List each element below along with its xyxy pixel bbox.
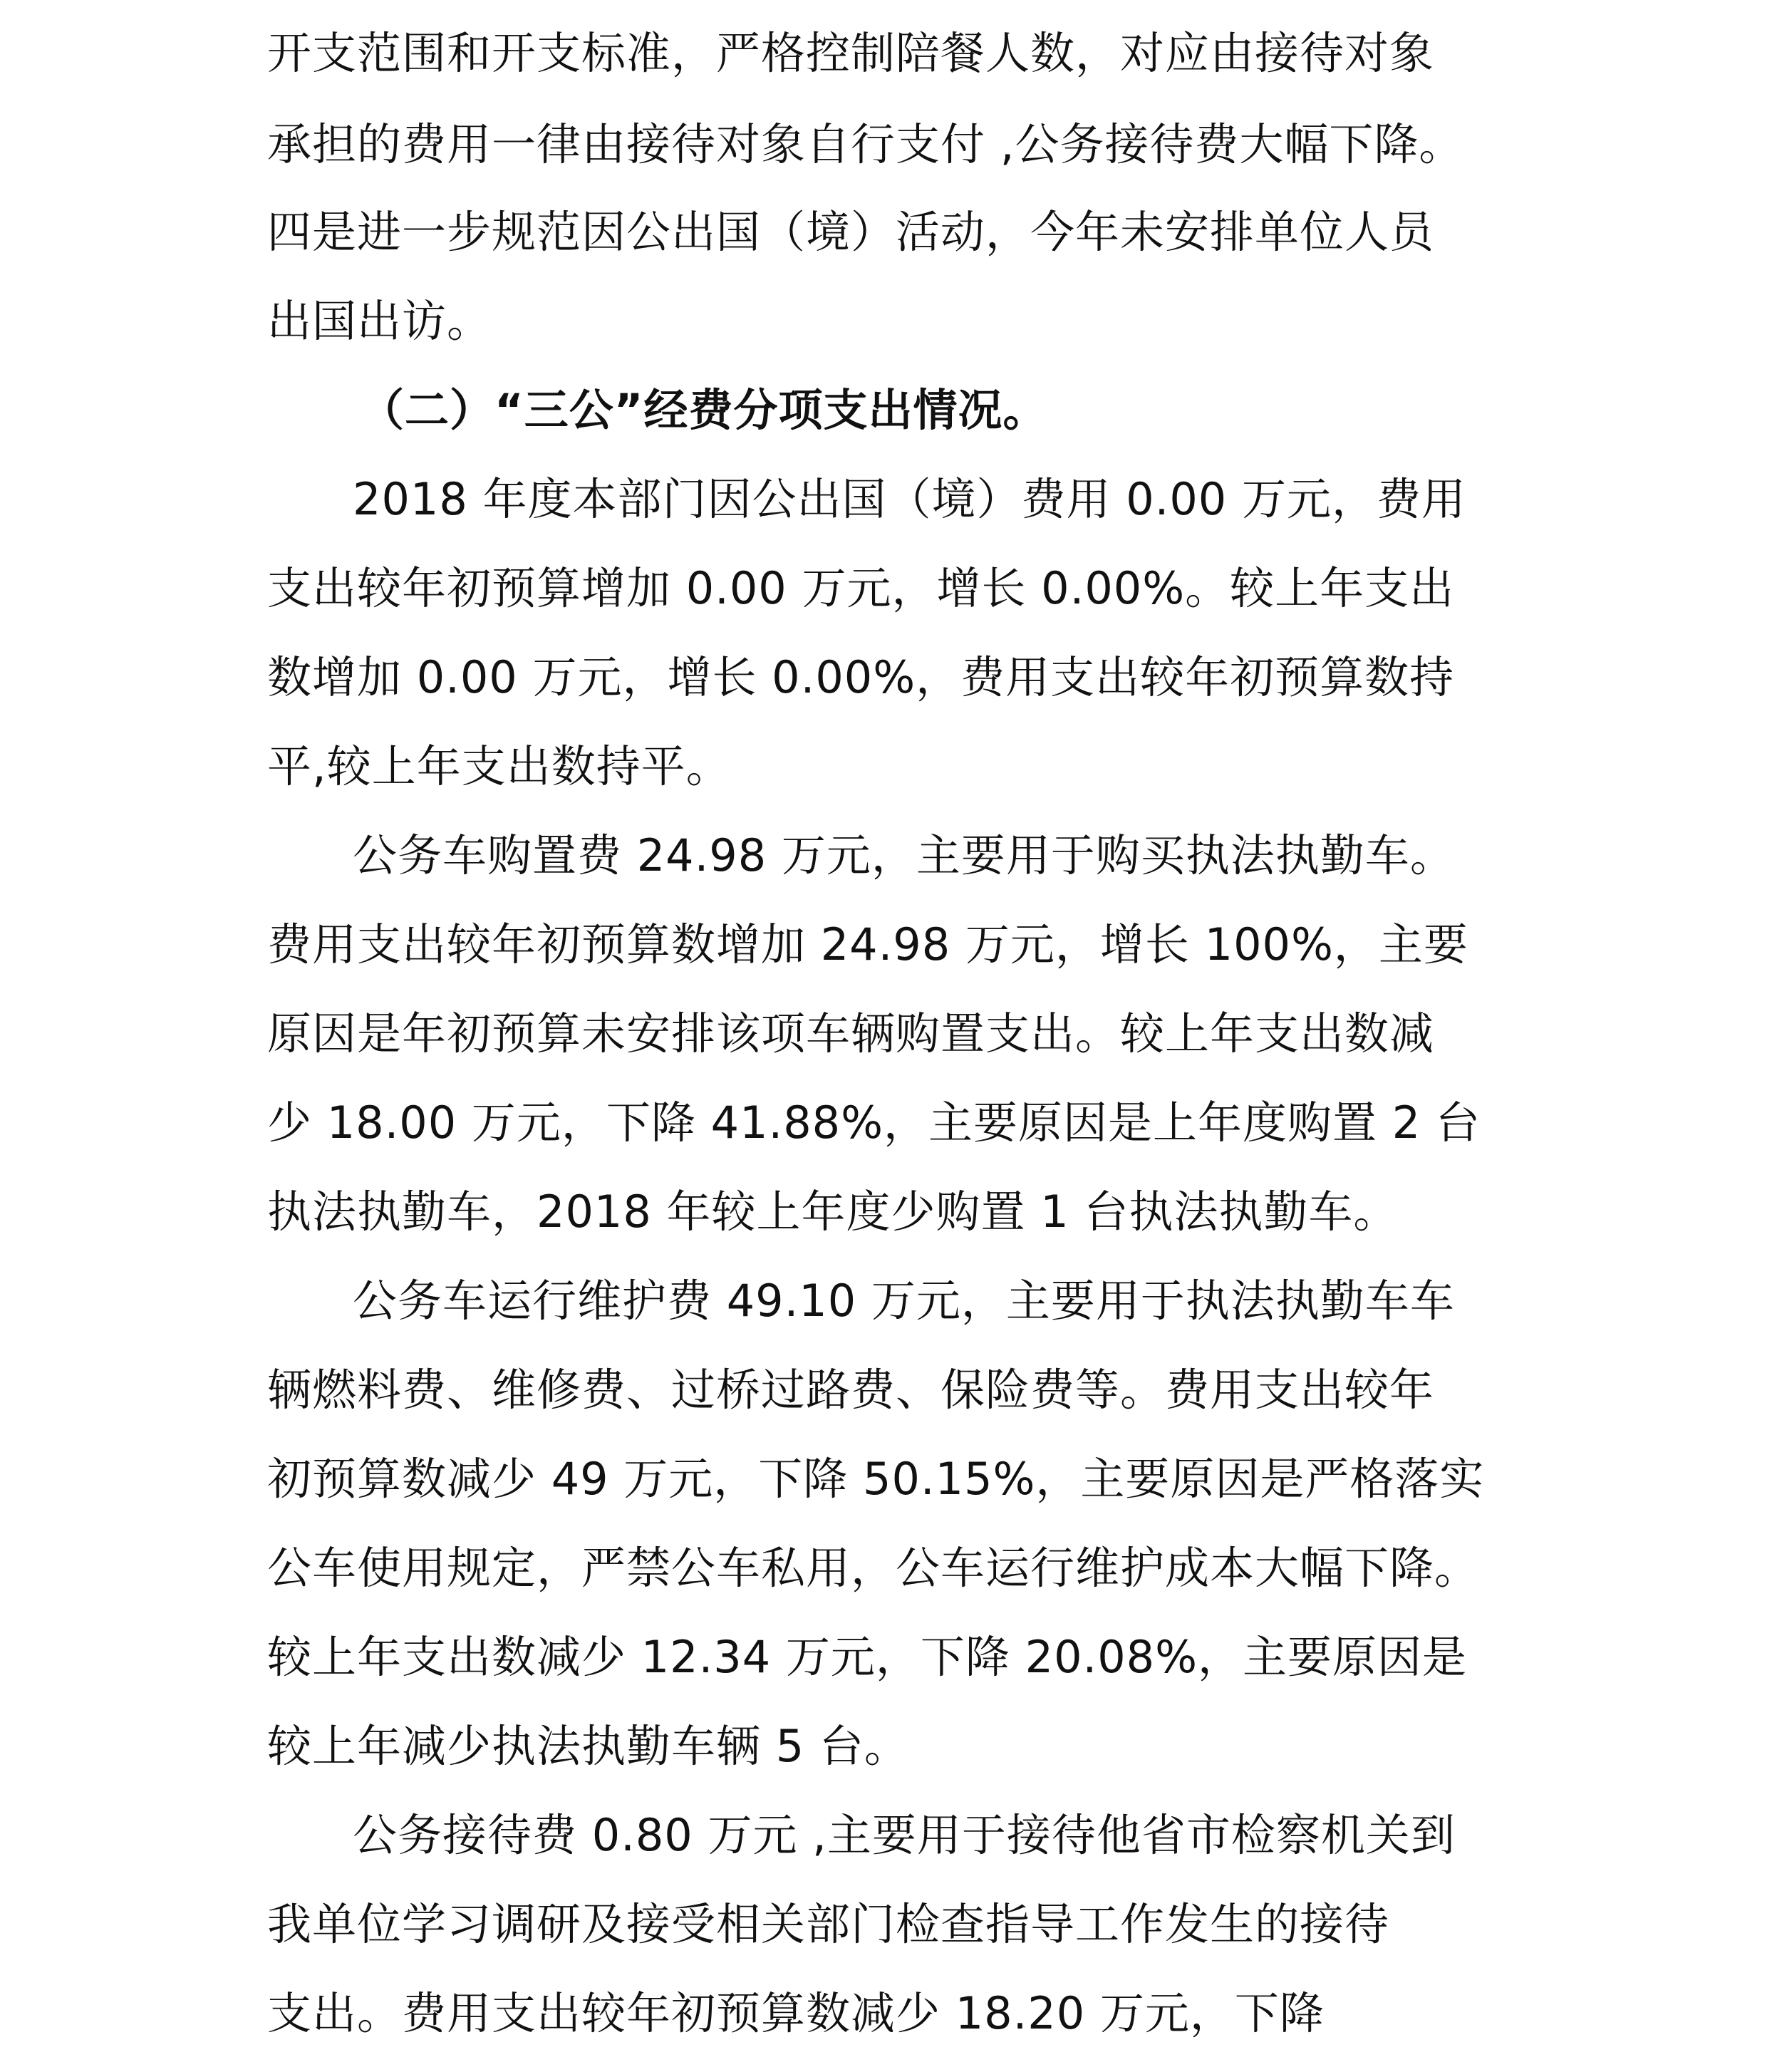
paragraph-line-14: 执法执勤车，2018 年较上年度少购置 1 台执法执勤车。 xyxy=(267,1186,1399,1238)
paragraph-line-20: 较上年减少执法执勤车辆 5 台。 xyxy=(267,1720,909,1772)
paragraph-line-18: 公车使用规定，严禁公车私用，公车运行维护成本大幅下降。 xyxy=(267,1542,1480,1594)
paragraph-line-2: 承担的费用一律由接待对象自行支付 ,公务接待费大幅下降。 xyxy=(267,118,1464,170)
paragraph-line-7: 支出较年初预算增加 0.00 万元，增长 0.00%。较上年支出 xyxy=(267,562,1455,614)
paragraph-line-6: 2018 年度本部门因公出国（境）费用 0.00 万元，费用 xyxy=(353,473,1466,525)
paragraph-line-21: 公务接待费 0.80 万元 ,主要用于接待他省市检察机关到 xyxy=(353,1809,1456,1861)
paragraph-line-13: 少 18.00 万元，下降 41.88%，主要原因是上年度购置 2 台 xyxy=(267,1097,1481,1149)
paragraph-line-12: 原因是年初预算未安排该项车辆购置支出。较上年支出数减 xyxy=(267,1007,1435,1060)
paragraph-line-3: 四是进一步规范因公出国（境）活动，今年未安排单位人员 xyxy=(267,206,1435,258)
paragraph-line-9: 平,较上年支出数持平。 xyxy=(267,740,731,792)
paragraph-line-11: 费用支出较年初预算数增加 24.98 万元，增长 100%，主要 xyxy=(267,918,1468,970)
section-heading: （二）“三公”经费分项支出情况。 xyxy=(360,384,1048,436)
paragraph-line-23: 支出。费用支出较年初预算数减少 18.20 万元，下降 xyxy=(267,1987,1325,2039)
paragraph-line-16: 辆燃料费、维修费、过桥过路费、保险费等。费用支出较年 xyxy=(267,1364,1435,1416)
paragraph-line-8: 数增加 0.00 万元，增长 0.00%，费用支出较年初预算数持 xyxy=(267,651,1455,703)
paragraph-line-22: 我单位学习调研及接受相关部门检查指导工作发生的接待 xyxy=(267,1898,1390,1950)
paragraph-line-4: 出国出访。 xyxy=(267,295,492,347)
paragraph-line-1: 开支范围和开支标准，严格控制陪餐人数，对应由接待对象 xyxy=(267,27,1435,79)
paragraph-line-19: 较上年支出数减少 12.34 万元，下降 20.08%，主要原因是 xyxy=(267,1631,1468,1683)
paragraph-line-17: 初预算数减少 49 万元，下降 50.15%，主要原因是严格落实 xyxy=(267,1453,1485,1505)
paragraph-line-10: 公务车购置费 24.98 万元，主要用于购买执法执勤车。 xyxy=(353,829,1455,881)
paragraph-line-15: 公务车运行维护费 49.10 万元，主要用于执法执勤车车 xyxy=(353,1275,1455,1327)
